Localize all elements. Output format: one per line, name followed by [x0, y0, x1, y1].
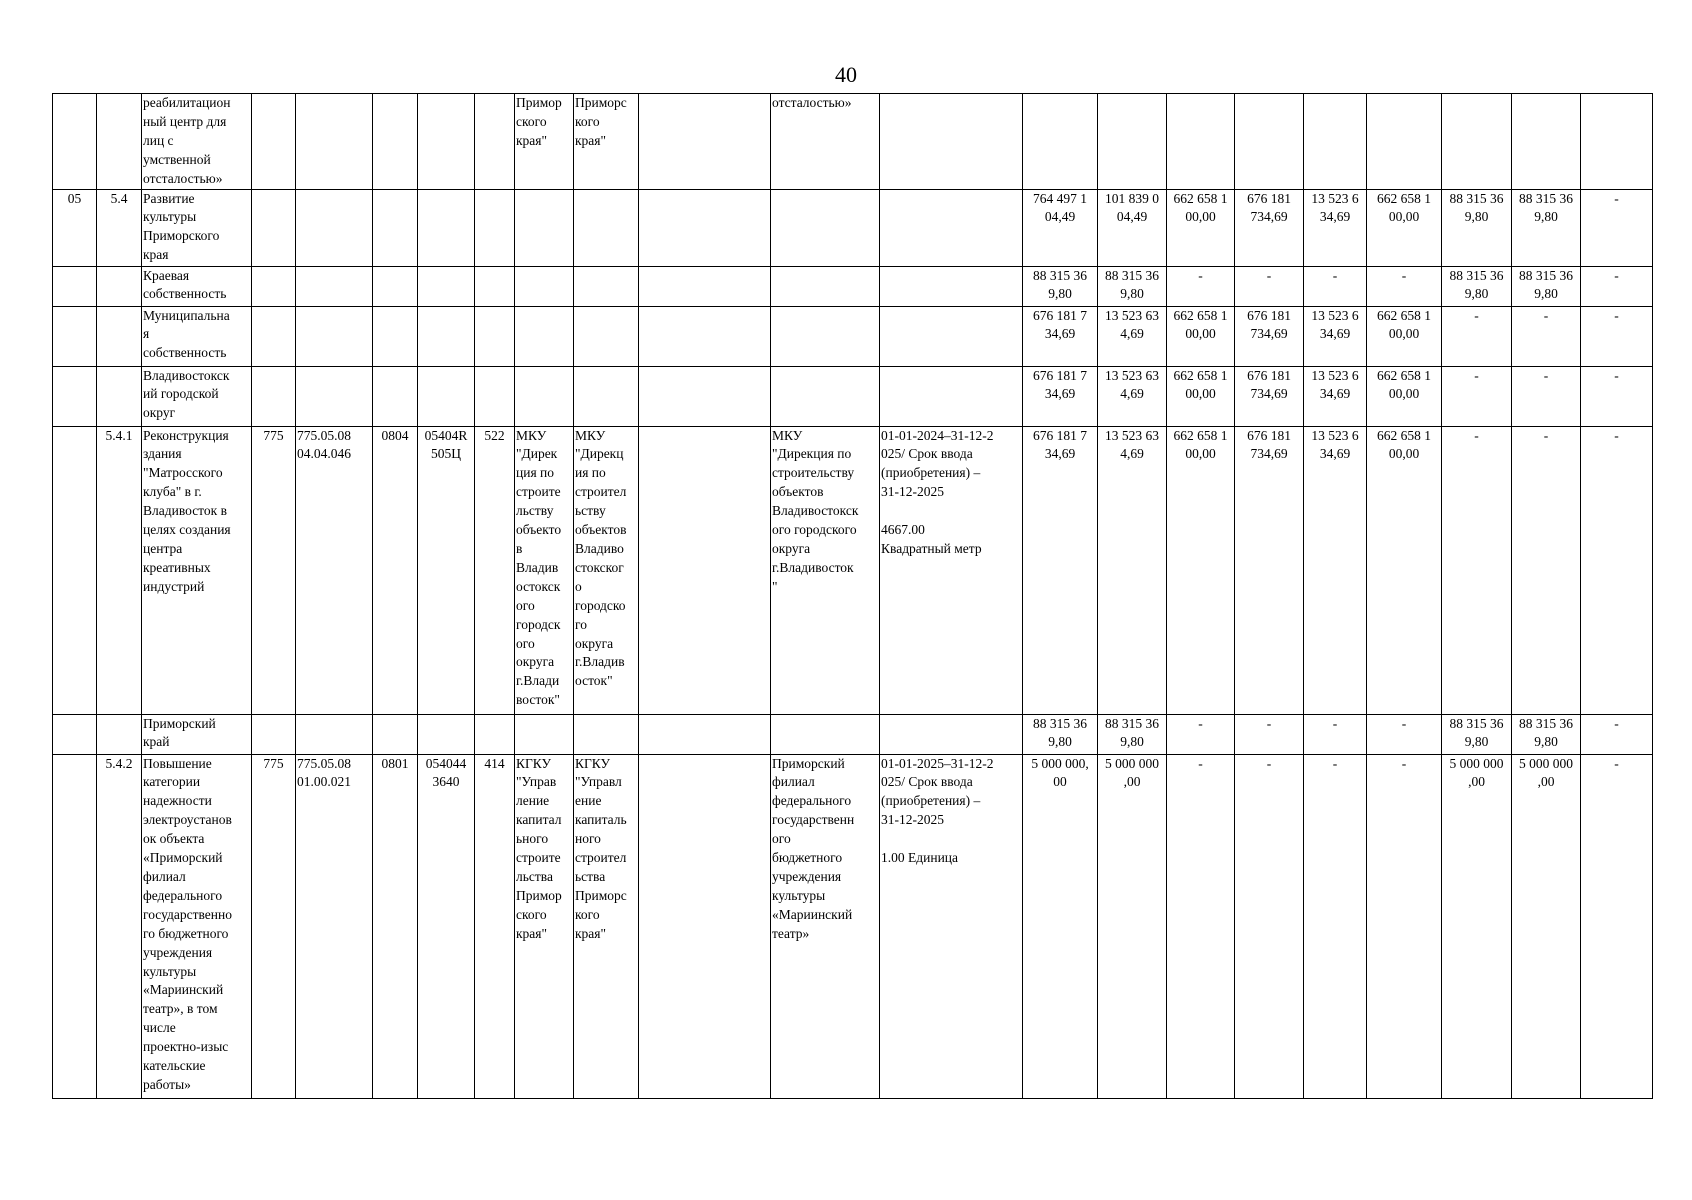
- table-row: [53, 189, 1653, 266]
- table-cell: 676 181 7 34,69: [1023, 366, 1098, 426]
- table-cell: -: [1581, 426, 1653, 714]
- table-cell: 662 658 1 00,00: [1367, 366, 1442, 426]
- table-cell: [475, 266, 515, 306]
- table-cell: -: [1581, 754, 1653, 1098]
- table-cell: -: [1512, 426, 1581, 714]
- table-cell: [574, 366, 639, 426]
- table-cell: [296, 306, 373, 366]
- table-cell: 88 315 36 9,80: [1098, 714, 1167, 754]
- table-cell: 775: [252, 754, 296, 1098]
- table-cell: [639, 426, 771, 714]
- table-cell: 88 315 36 9,80: [1512, 266, 1581, 306]
- table-cell: -: [1167, 266, 1235, 306]
- table-cell: 676 181 7 34,69: [1023, 306, 1098, 366]
- table-cell: [296, 189, 373, 266]
- table-cell: 5 000 000 ,00: [1442, 754, 1512, 1098]
- table-cell: -: [1442, 366, 1512, 426]
- table-cell: [639, 266, 771, 306]
- table-cell: [373, 714, 418, 754]
- table-cell: [515, 189, 574, 266]
- table-cell: [1581, 94, 1653, 190]
- table-cell: 662 658 1 00,00: [1167, 189, 1235, 266]
- table-cell: отсталостью»: [771, 94, 880, 190]
- table-cell: [574, 714, 639, 754]
- table-cell: Владивостокск ий городской округ: [142, 366, 252, 426]
- table-cell: [1098, 94, 1167, 190]
- table-cell: 414: [475, 754, 515, 1098]
- table-cell: [880, 306, 1023, 366]
- table-cell: [53, 754, 97, 1098]
- table-cell: 13 523 6 34,69: [1304, 426, 1367, 714]
- table-cell: [252, 94, 296, 190]
- table-cell: [639, 94, 771, 190]
- table-cell: 88 315 36 9,80: [1512, 189, 1581, 266]
- table-cell: [880, 266, 1023, 306]
- table-cell: 101 839 0 04,49: [1098, 189, 1167, 266]
- table-cell: -: [1304, 714, 1367, 754]
- table-cell: [53, 366, 97, 426]
- table-cell: [53, 266, 97, 306]
- table-cell: [771, 266, 880, 306]
- table-cell: [296, 266, 373, 306]
- table-cell: [880, 366, 1023, 426]
- table-cell: [515, 714, 574, 754]
- table-cell: [373, 366, 418, 426]
- table-cell: Примор ского края": [515, 94, 574, 190]
- table-cell: 13 523 6 34,69: [1304, 366, 1367, 426]
- table-cell: 054044 3640: [418, 754, 475, 1098]
- table-cell: 01-01-2024–31-12-2 025/ Срок ввода (приобретения) – 31-12-2025 4667.00 Квадратный метр: [880, 426, 1023, 714]
- table-row: [53, 94, 1653, 190]
- table-row: [53, 266, 1653, 306]
- table-cell: [880, 714, 1023, 754]
- table-cell: -: [1235, 266, 1304, 306]
- budget-table: [52, 93, 1653, 1099]
- table-cell: [639, 306, 771, 366]
- table-cell: 88 315 36 9,80: [1023, 266, 1098, 306]
- table-cell: 662 658 1 00,00: [1167, 426, 1235, 714]
- table-cell: 88 315 36 9,80: [1098, 266, 1167, 306]
- table-cell: Краевая собственность: [142, 266, 252, 306]
- table-cell: 676 181 734,69: [1235, 189, 1304, 266]
- table-cell: -: [1304, 266, 1367, 306]
- table-cell: 01-01-2025–31-12-2 025/ Срок ввода (приобретения) – 31-12-2025 1.00 Единица: [880, 754, 1023, 1098]
- table-cell: [97, 266, 142, 306]
- table-cell: -: [1367, 266, 1442, 306]
- table-cell: 676 181 734,69: [1235, 426, 1304, 714]
- table-cell: [475, 189, 515, 266]
- table-cell: -: [1581, 189, 1653, 266]
- table-cell: [252, 306, 296, 366]
- table-cell: -: [1442, 426, 1512, 714]
- table-cell: -: [1512, 306, 1581, 366]
- table-cell: 676 181 7 34,69: [1023, 426, 1098, 714]
- table-cell: [252, 714, 296, 754]
- table-cell: 5.4: [97, 189, 142, 266]
- table-cell: [639, 714, 771, 754]
- table-cell: 88 315 36 9,80: [1442, 189, 1512, 266]
- table-cell: 662 658 1 00,00: [1367, 189, 1442, 266]
- table-cell: 775.05.08 04.04.046: [296, 426, 373, 714]
- table-cell: -: [1304, 754, 1367, 1098]
- table-cell: [296, 366, 373, 426]
- table-cell: [515, 366, 574, 426]
- table-cell: 0801: [373, 754, 418, 1098]
- table-cell: 662 658 1 00,00: [1167, 366, 1235, 426]
- table-cell: [1167, 94, 1235, 190]
- table-row: [53, 306, 1653, 366]
- table-cell: [53, 426, 97, 714]
- table-cell: [475, 714, 515, 754]
- table-cell: -: [1512, 366, 1581, 426]
- table-cell: [639, 366, 771, 426]
- table-cell: [475, 366, 515, 426]
- table-cell: 88 315 36 9,80: [1442, 714, 1512, 754]
- table-cell: [373, 189, 418, 266]
- table-cell: -: [1367, 714, 1442, 754]
- table-cell: Муниципальна я собственность: [142, 306, 252, 366]
- table-cell: -: [1581, 366, 1653, 426]
- table-cell: [418, 366, 475, 426]
- table-cell: -: [1167, 714, 1235, 754]
- table-cell: 775.05.08 01.00.021: [296, 754, 373, 1098]
- table-cell: 522: [475, 426, 515, 714]
- table-cell: [771, 189, 880, 266]
- table-row: [53, 754, 1653, 1098]
- table-cell: [296, 714, 373, 754]
- table-cell: [1512, 94, 1581, 190]
- table-cell: 5 000 000 ,00: [1512, 754, 1581, 1098]
- table-cell: -: [1235, 714, 1304, 754]
- table-cell: 05: [53, 189, 97, 266]
- table-row: [53, 714, 1653, 754]
- table-row: [53, 366, 1653, 426]
- table-cell: 662 658 1 00,00: [1367, 426, 1442, 714]
- table-cell: [97, 306, 142, 366]
- table-cell: [53, 714, 97, 754]
- table-cell: [1235, 94, 1304, 190]
- table-cell: Приморс кого края": [574, 94, 639, 190]
- table-cell: 775: [252, 426, 296, 714]
- table-cell: [515, 266, 574, 306]
- table-cell: [574, 266, 639, 306]
- table-cell: [880, 94, 1023, 190]
- table-cell: [252, 189, 296, 266]
- table-cell: 05404R 505Ц: [418, 426, 475, 714]
- table-cell: 5.4.2: [97, 754, 142, 1098]
- table-cell: [475, 306, 515, 366]
- table-cell: КГКУ "Управл ение капиталь ного строител ьства Приморс кого края": [574, 754, 639, 1098]
- table-cell: [1442, 94, 1512, 190]
- table-cell: реабилитацион ный центр для лиц с умственной отсталостью»: [142, 94, 252, 190]
- table-cell: Повышение категории надежности электроустанов ок объекта «Приморский филиал федерального государственно го бюджетного учреждения культуры «Мариинский театр», в том числе проектно-изыс кательские работы»: [142, 754, 252, 1098]
- table-cell: [97, 94, 142, 190]
- table-cell: Приморский край: [142, 714, 252, 754]
- table-cell: [252, 366, 296, 426]
- table-cell: [418, 94, 475, 190]
- table-cell: -: [1442, 306, 1512, 366]
- table-cell: 13 523 6 34,69: [1304, 306, 1367, 366]
- table-cell: [475, 94, 515, 190]
- table-cell: 13 523 63 4,69: [1098, 426, 1167, 714]
- table-cell: [418, 306, 475, 366]
- table-cell: 764 497 1 04,49: [1023, 189, 1098, 266]
- table-cell: [97, 366, 142, 426]
- table-row: [53, 426, 1653, 714]
- table-cell: 5.4.1: [97, 426, 142, 714]
- table-cell: -: [1167, 754, 1235, 1098]
- table-cell: [373, 306, 418, 366]
- table-cell: [418, 266, 475, 306]
- table-cell: [418, 189, 475, 266]
- table-cell: -: [1367, 754, 1442, 1098]
- table-cell: [53, 94, 97, 190]
- table-cell: [1367, 94, 1442, 190]
- table-cell: [574, 306, 639, 366]
- table-cell: -: [1581, 714, 1653, 754]
- table-cell: 88 315 36 9,80: [1023, 714, 1098, 754]
- table-cell: [880, 189, 1023, 266]
- table-cell: МКУ "Дирекц ия по строител ьству объектов Владиво стокског о городско го округа г.Владив осток": [574, 426, 639, 714]
- table-cell: 88 315 36 9,80: [1442, 266, 1512, 306]
- table-cell: МКУ "Дирекция по строительству объектов Владивостокск ого городского округа г.Владивосток ": [771, 426, 880, 714]
- table-cell: [252, 266, 296, 306]
- table-cell: [97, 714, 142, 754]
- table-cell: [296, 94, 373, 190]
- table-cell: [639, 754, 771, 1098]
- table-cell: 5 000 000, 00: [1023, 754, 1098, 1098]
- table-cell: МКУ "Дирек ция по строите льству объекто в Владив остокск ого городск ого округа г.Влади восток": [515, 426, 574, 714]
- table-cell: -: [1581, 306, 1653, 366]
- table-cell: 13 523 6 34,69: [1304, 189, 1367, 266]
- table-cell: 13 523 63 4,69: [1098, 306, 1167, 366]
- table-cell: [771, 366, 880, 426]
- table-cell: Реконструкция здания "Матросского клуба" в г. Владивосток в целях создания центра креативных индустрий: [142, 426, 252, 714]
- table-cell: [771, 306, 880, 366]
- table-cell: 13 523 63 4,69: [1098, 366, 1167, 426]
- table-cell: КГКУ "Управ ление капитал ьного строите льства Примор ского края": [515, 754, 574, 1098]
- table-cell: 88 315 36 9,80: [1512, 714, 1581, 754]
- table-cell: -: [1581, 266, 1653, 306]
- table-cell: [574, 189, 639, 266]
- table-cell: Развитие культуры Приморского края: [142, 189, 252, 266]
- table-cell: [1023, 94, 1098, 190]
- table-cell: -: [1235, 754, 1304, 1098]
- table-cell: 662 658 1 00,00: [1167, 306, 1235, 366]
- table-cell: [515, 306, 574, 366]
- table-cell: [639, 189, 771, 266]
- page-number: 40: [835, 62, 857, 87]
- table-cell: 676 181 734,69: [1235, 306, 1304, 366]
- table-cell: [418, 714, 475, 754]
- table-cell: [1304, 94, 1367, 190]
- table-cell: [53, 306, 97, 366]
- table-cell: 0804: [373, 426, 418, 714]
- table-cell: 676 181 734,69: [1235, 366, 1304, 426]
- table-cell: Приморский филиал федерального государственн ого бюджетного учреждения культуры «Мариинский театр»: [771, 754, 880, 1098]
- table-cell: 662 658 1 00,00: [1367, 306, 1442, 366]
- table-cell: [771, 714, 880, 754]
- table-cell: 5 000 000 ,00: [1098, 754, 1167, 1098]
- table-cell: [373, 266, 418, 306]
- table-cell: [373, 94, 418, 190]
